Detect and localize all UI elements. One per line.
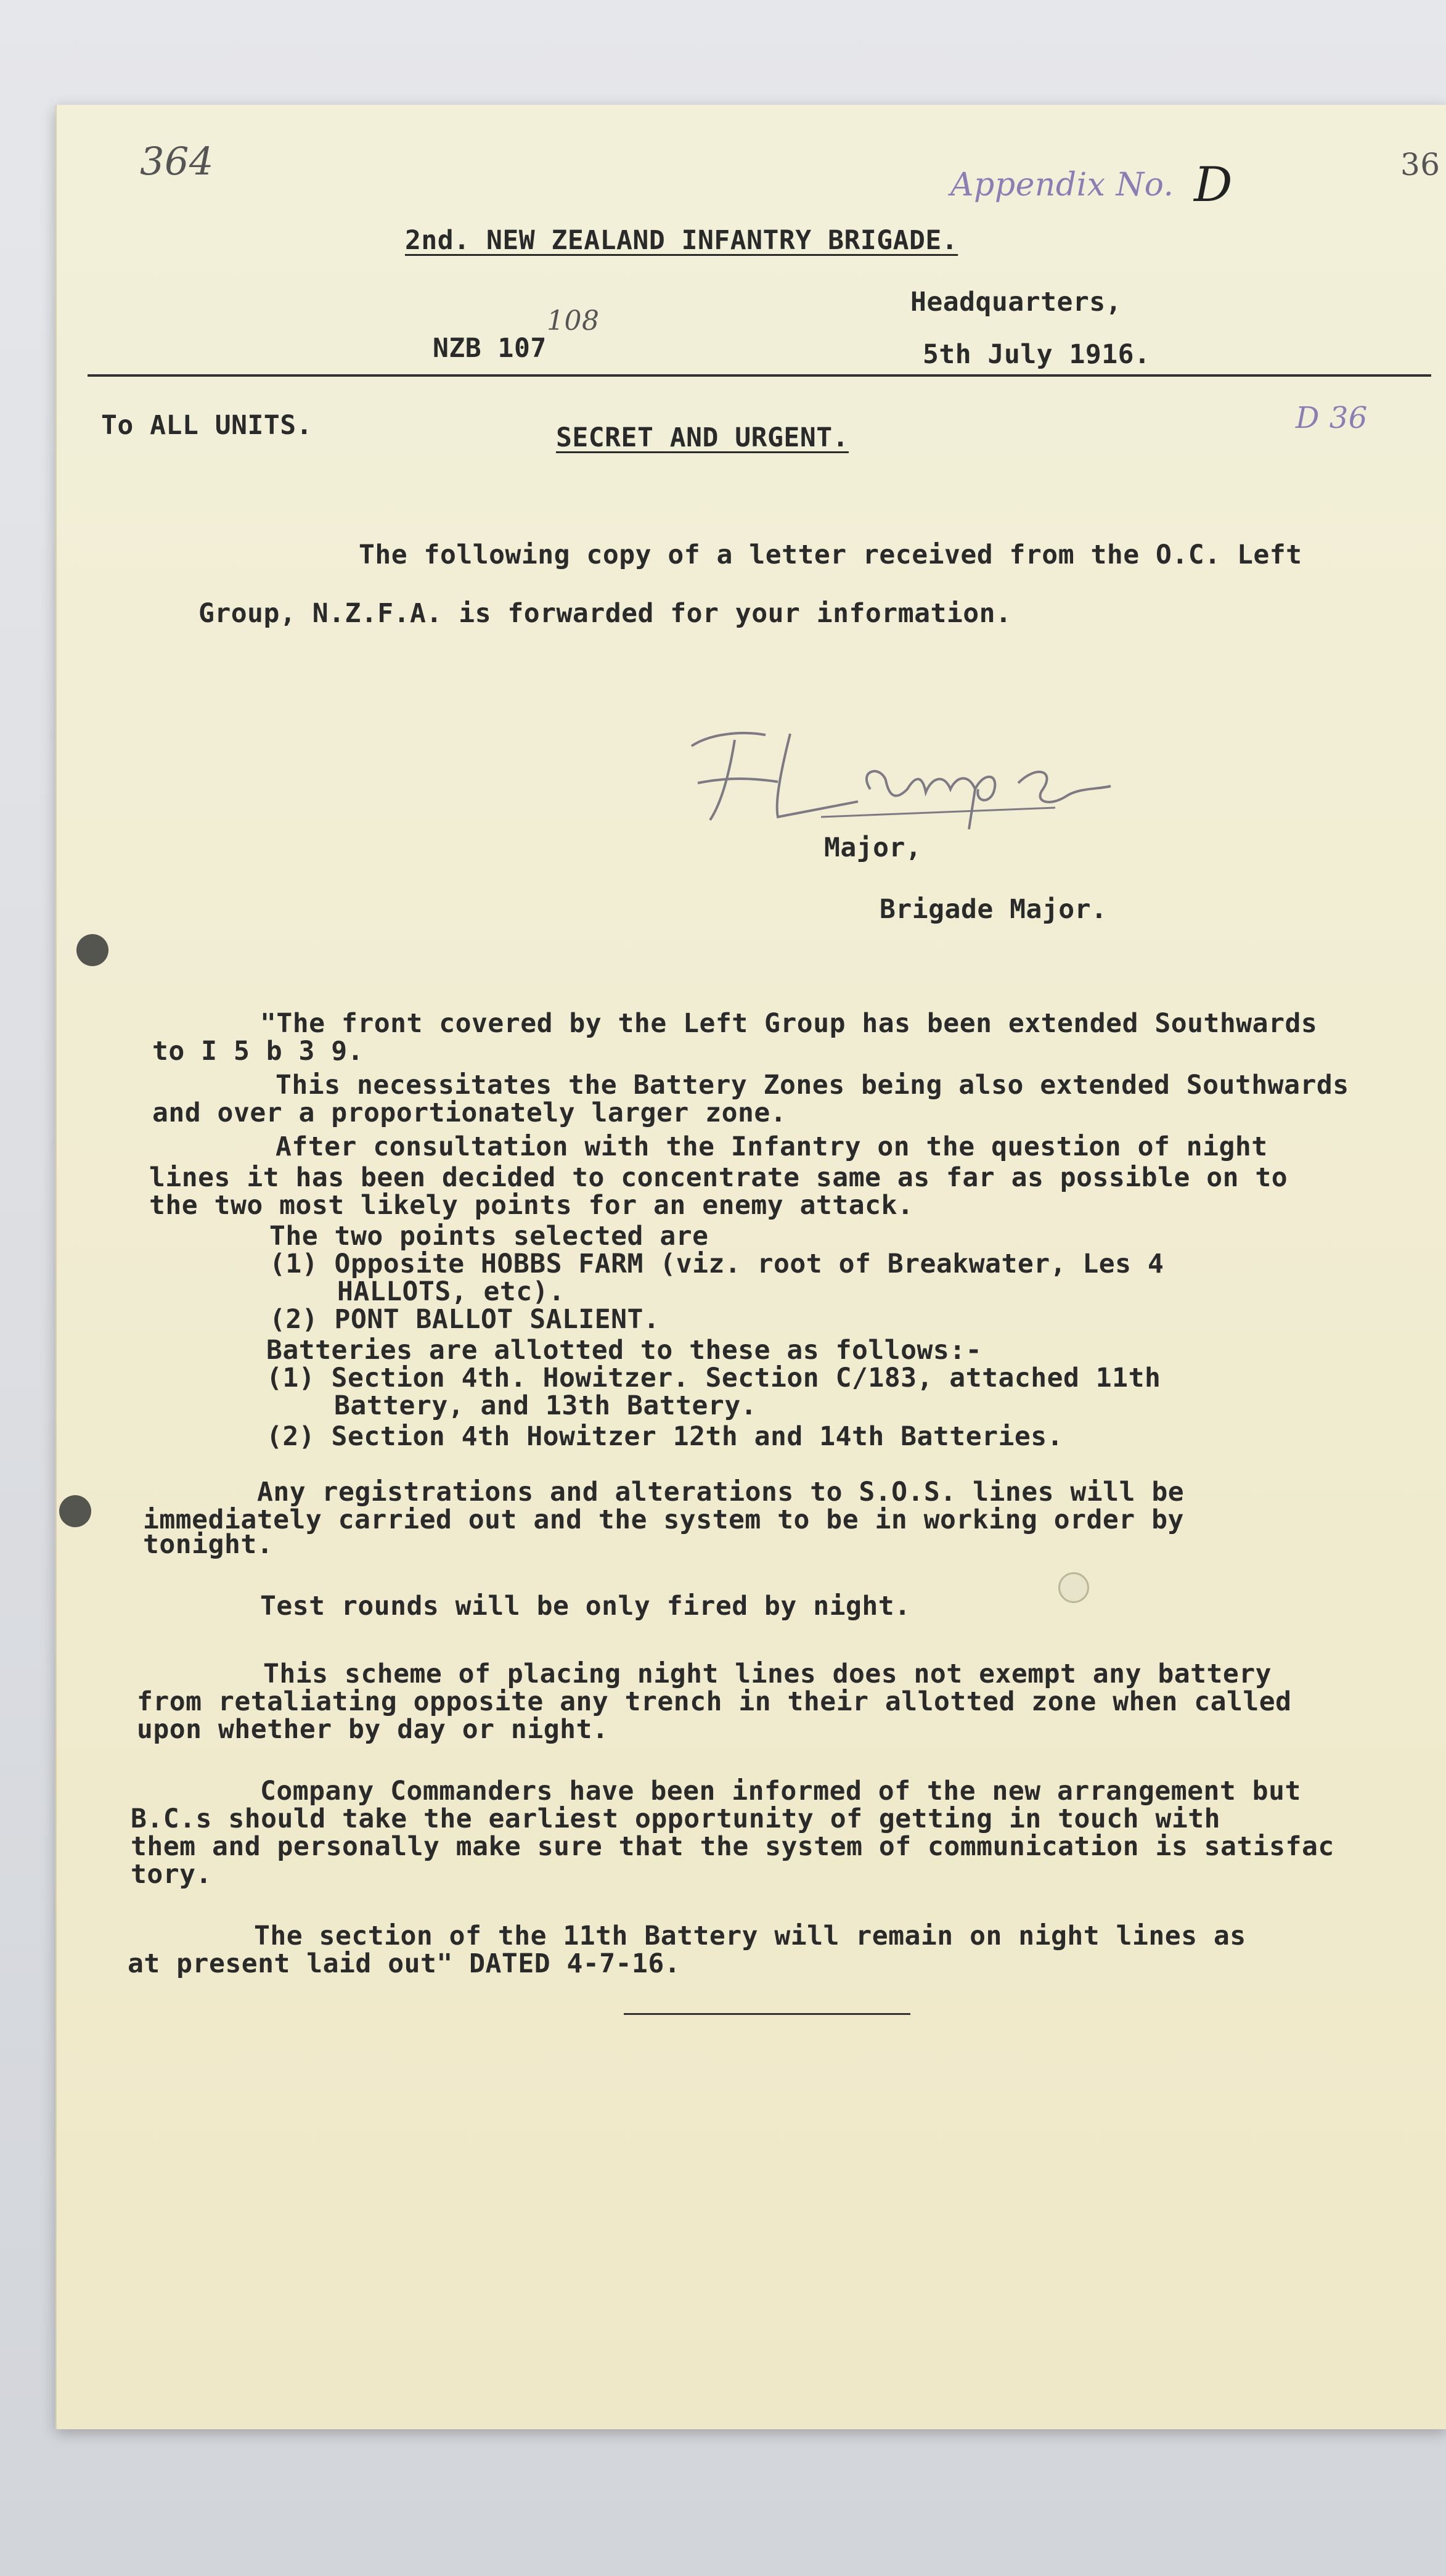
- signatory-rank: Major,: [824, 832, 922, 863]
- cover-line-1: The following copy of a letter received from the O.C. Left: [359, 539, 1302, 570]
- letter-line: Batteries are allotted to these as follows:-: [266, 1335, 982, 1366]
- letter-line: Battery, and 13th Battery.: [334, 1390, 758, 1421]
- punch-hole-top: [76, 934, 108, 966]
- classification: SECRET AND URGENT.: [556, 422, 849, 453]
- document-page: [55, 105, 1446, 2429]
- appendix-letter: D: [1194, 157, 1233, 213]
- punch-hole-bottom: [59, 1495, 91, 1527]
- handwritten-signature: [673, 697, 1117, 832]
- letter-line: Company Commanders have been informed of the new arrangement but: [260, 1776, 1301, 1807]
- letter-line: This necessitates the Battery Zones being also extended Southwards: [276, 1070, 1349, 1101]
- letter-line: tory.: [131, 1859, 212, 1890]
- closing-rule: [624, 2013, 910, 2015]
- letter-line: "The front covered by the Left Group has been extended Southwards: [260, 1008, 1318, 1039]
- page-number: 36: [1400, 147, 1440, 183]
- letter-line: at present laid out" DATED 4-7-16.: [128, 1948, 681, 1979]
- punch-hole-middle: [1058, 1572, 1089, 1603]
- document-date: 5th July 1916.: [923, 339, 1151, 370]
- letter-line: and over a proportionately larger zone.: [152, 1097, 787, 1128]
- headquarters-label: Headquarters,: [910, 287, 1122, 318]
- letter-line: immediately carried out and the system to be in working order by: [143, 1504, 1184, 1535]
- letter-line: upon whether by day or night.: [137, 1714, 609, 1745]
- addressee: To ALL UNITS.: [101, 410, 313, 441]
- letter-line: (2) Section 4th Howitzer 12th and 14th Batteries.: [266, 1421, 1064, 1452]
- letter-line: them and personally make sure that the system of communication is satisfac: [131, 1831, 1334, 1862]
- letter-line: (1) Section 4th. Howitzer. Section C/183, attached 11th: [266, 1363, 1161, 1393]
- letter-line: from retaliating opposite any trench in their allotted zone when called: [137, 1686, 1292, 1717]
- letter-line: The section of the 11th Battery will remain on night lines as: [254, 1921, 1246, 1951]
- reference-number: 364: [140, 139, 214, 184]
- header-rule: [88, 374, 1431, 377]
- letter-line: After consultation with the Infantry on the question of night: [276, 1131, 1268, 1162]
- letter-line: Test rounds will be only fired by night.: [260, 1591, 911, 1622]
- reference-code: NZB 107: [433, 333, 547, 364]
- letter-line: B.C.s should take the earliest opportunity of getting in touch with: [131, 1803, 1221, 1834]
- letter-line: The two points selected are: [269, 1221, 709, 1252]
- letter-line: Any registrations and alterations to S.O.S. lines will be: [257, 1477, 1185, 1507]
- signatory-title: Brigade Major.: [880, 894, 1108, 925]
- letter-line: HALLOTS, etc).: [337, 1276, 565, 1307]
- letter-line: tonight.: [143, 1529, 274, 1560]
- nzb-correction: 108: [547, 305, 600, 337]
- corner-mark: D 36: [1296, 401, 1368, 435]
- letter-line: This scheme of placing night lines does not exempt any battery: [263, 1659, 1272, 1689]
- letter-line: lines it has been decided to concentrate same as far as possible on to: [149, 1162, 1288, 1193]
- letter-line: the two most likely points for an enemy attack.: [149, 1190, 914, 1221]
- letter-line: to I 5 b 3 9.: [152, 1036, 364, 1067]
- appendix-stamp: Appendix No.: [950, 166, 1174, 203]
- letter-line: (1) Opposite HOBBS FARM (viz. root of Breakwater, Les 4: [269, 1249, 1164, 1279]
- letter-line: (2) PONT BALLOT SALIENT.: [269, 1304, 660, 1335]
- brigade-title: 2nd. NEW ZEALAND INFANTRY BRIGADE.: [405, 225, 958, 256]
- cover-line-2: Group, N.Z.F.A. is forwarded for your information.: [198, 598, 1012, 629]
